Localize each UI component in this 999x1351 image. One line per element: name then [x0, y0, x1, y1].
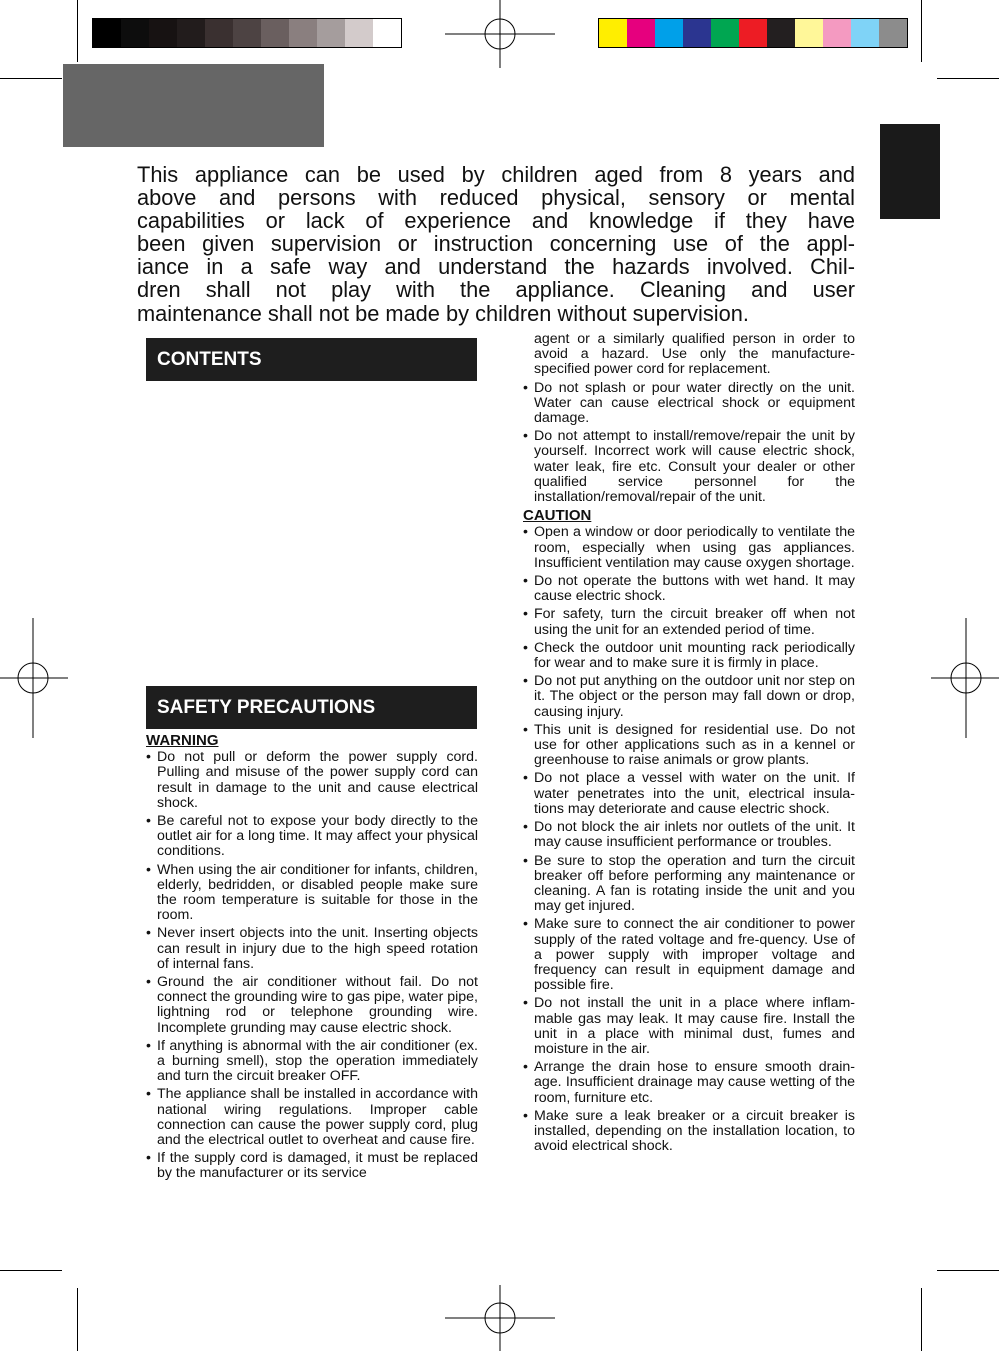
contents-heading: CONTENTS [146, 338, 477, 381]
caution-item: • Do not block the air inlets nor outlets of the unit. It may cause insufficient performance or troubles. [523, 820, 855, 850]
right-column [523, 332, 855, 1157]
warning-section [146, 733, 478, 1185]
warning-item: • When using the air conditioner for infants, children, elderly, bedridden, or disabled people make sure the room temperature is suitable for those in the room. [146, 863, 478, 924]
caution-list [523, 525, 855, 1154]
gray-swatch [121, 19, 149, 47]
gray-swatch [205, 19, 233, 47]
color-swatch [823, 19, 851, 47]
color-swatch [599, 19, 627, 47]
grayscale-calibration-bar [92, 18, 402, 48]
gray-swatch [149, 19, 177, 47]
color-swatch [655, 19, 683, 47]
warning-heading: WARNING [146, 732, 219, 749]
warning-item: • If the supply cord is damaged, it must be replaced by the manufacturer or its service [146, 1151, 478, 1181]
warning-item: • Do not attempt to install/remove/repair the unit by yourself. Incorrect work will cause electric shock, water leak, fire etc. Consult your dealer or other qualified service personnel for the installation/removal/repair of the unit. [523, 429, 855, 505]
warning-item: • The appliance shall be installed in accordance with national wiring regulations. Improper cable connection can cause the power supply cord, plug and the electrical outlet to overheat and cause fire. [146, 1087, 478, 1148]
caution-item: • Do not operate the buttons with wet hand. It may cause electric shock. [523, 574, 855, 604]
gray-swatch [233, 19, 261, 47]
caution-heading: CAUTION [523, 507, 592, 525]
warning-item: • Ground the air conditioner without fail. Do not connect the grounding wire to gas pipe, water pipe, lightning rod or telephone grounding wire. Incomplete grunding may cause electric shock. [146, 975, 478, 1036]
caution-item: • Do not install the unit in a place where inflam-mable gas may leak. It may cause fire. Install the unit in a place with minimal dust, fumes and moisture in the air. [523, 996, 855, 1057]
intro-line: been given supervision or instruction concerning use of the appl- [137, 231, 855, 257]
warning-list [146, 750, 478, 1181]
caution-item: • This unit is designed for residential use. Do not use for other applications such as in a kennel or greenhouse to raise animals or grow plants. [523, 723, 855, 769]
warning-item: • Do not splash or pour water directly on the unit. Water can cause electrical shock or equipment damage. [523, 381, 855, 427]
gray-swatch [317, 19, 345, 47]
gray-swatch [93, 19, 121, 47]
color-swatch [627, 19, 655, 47]
caution-item: • Do not put anything on the outdoor unit nor step on it. The object or the person may fall down or drop, causing injury. [523, 674, 855, 720]
registration-mark-top-icon [445, 0, 555, 70]
registration-mark-left-icon [0, 618, 68, 738]
intro-line: dren shall not play with the appliance. Cleaning and user [137, 277, 855, 303]
color-calibration-bar [598, 18, 908, 48]
intro-paragraph [137, 163, 855, 325]
caution-item: • For safety, turn the circuit breaker off when not using the unit for an extended period of time. [523, 607, 855, 637]
warning-item: • Never insert objects into the unit. Inserting objects can result in injury due to the high speed rotation of internal fans. [146, 926, 478, 972]
header-block [63, 64, 324, 147]
caution-item: • Make sure to connect the air conditioner to power supply of the rated voltage and fre-quency. Use of a power supply with improper voltage and frequency can result in equipment damage and possible fire. [523, 917, 855, 993]
safety-precautions-heading: SAFETY PRECAUTIONS [146, 686, 477, 729]
warning-item: • Do not pull or deform the power supply cord. Pulling and misuse of the power supply cord can result in damage to the unit and cause electrical shock. [146, 750, 478, 811]
gray-swatch [373, 19, 401, 47]
intro-line: capabilities or lack of experience and knowledge if they have [137, 208, 855, 234]
intro-line: maintenance shall not be made by children without supervision. [137, 300, 749, 326]
warning-list-right [523, 381, 855, 506]
intro-line: iance in a safe way and understand the hazards involved. Chil- [137, 254, 855, 280]
warning-item: • If anything is abnormal with the air conditioner (ex. a burning smell), stop the operation immediately and turn the circuit breaker OFF. [146, 1039, 478, 1085]
gray-swatch [345, 19, 373, 47]
caution-item: • Check the outdoor unit mounting rack periodically for wear and to make sure it is firmly in place. [523, 641, 855, 671]
color-swatch [683, 19, 711, 47]
intro-line: above and persons with reduced physical, sensory or mental [137, 185, 855, 211]
caution-item: • Open a window or door periodically to ventilate the room, especially when using gas appliances. Insufficient ventilation may cause oxygen shortage. [523, 525, 855, 571]
gray-swatch [289, 19, 317, 47]
color-swatch [739, 19, 767, 47]
color-swatch [711, 19, 739, 47]
gray-swatch [261, 19, 289, 47]
color-swatch [767, 19, 795, 47]
caution-item: • Arrange the drain hose to ensure smooth drain-age. Insufficient drainage may cause wetting of the room, furniture etc. [523, 1060, 855, 1106]
color-swatch [795, 19, 823, 47]
caution-item: • Do not place a vessel with water on the unit. If water penetrates into the unit, electrical insula-tions may deteriorate and cause electric shock. [523, 771, 855, 817]
caution-item: • Be sure to stop the operation and turn the circuit breaker off before performing any maintenance or cleaning. A fan is rotating inside the unit and you may get injured. [523, 854, 855, 915]
intro-line: This appliance can be used by children aged from 8 years and [137, 162, 855, 187]
color-swatch [879, 19, 907, 47]
warning-item: • Be careful not to expose your body directly to the outlet air for a long time. It may affect your physical conditions. [146, 814, 478, 860]
registration-mark-bottom-icon [445, 1285, 555, 1351]
warning-continuation: agent or a similarly qualified person in order to avoid a hazard. Use only the manufacture-specified power cord for replacement. [534, 331, 855, 378]
language-tab [880, 124, 940, 219]
caution-item: • Make sure a leak breaker or a circuit breaker is installed, depending on the installation location, to avoid electrical shock. [523, 1109, 855, 1155]
registration-mark-right-icon [931, 618, 999, 738]
gray-swatch [177, 19, 205, 47]
color-swatch [851, 19, 879, 47]
